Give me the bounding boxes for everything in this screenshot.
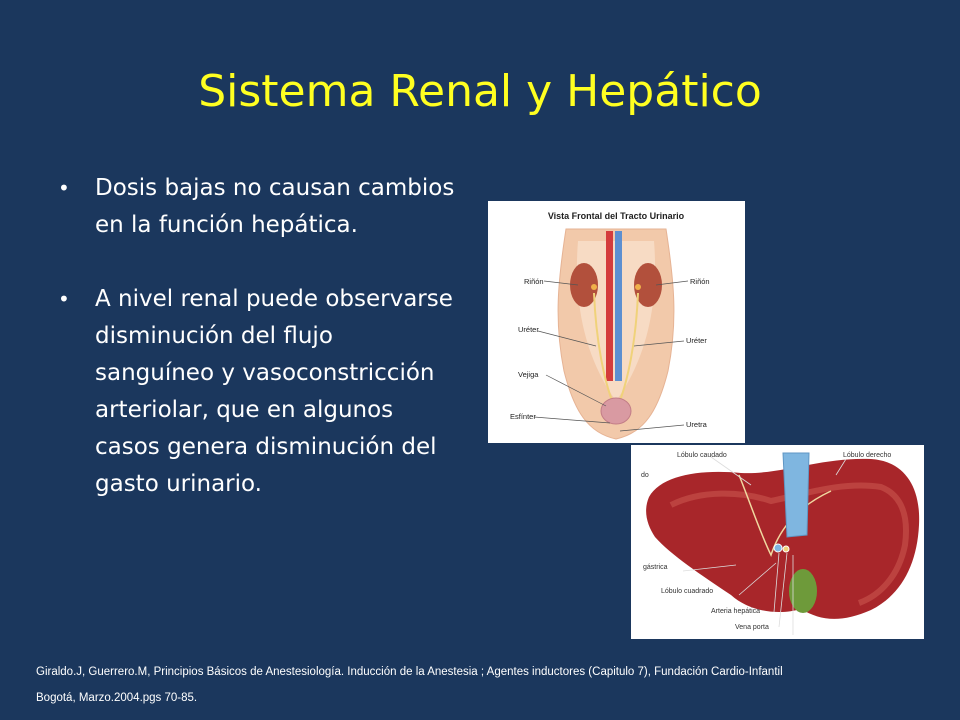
bullet-text: A nivel renal puede observarse disminución del flujo sanguíneo y vasoconstricción arteriolar, que en algunos casos genera disminución del gasto urinario. xyxy=(95,286,453,497)
label-lobulo-derecho: Lóbulo derecho xyxy=(843,452,892,459)
label-ureter-left: Uréter xyxy=(518,325,539,334)
label-vena-porta: Vena porta xyxy=(735,624,769,631)
bullet-item xyxy=(58,170,458,244)
bullet-list xyxy=(58,170,458,540)
label-rinon-left: Riñón xyxy=(524,277,544,286)
citation-line: Giraldo.J, Guerrero.M, Principios Básicos de Anestesiología. Inducción de la Anestesia ; Agentes inductores (Capitulo 7), Fundación Cardio-Infantil xyxy=(36,666,783,678)
label-esfinter: Esfínter xyxy=(510,412,536,421)
urinary-tract-figure xyxy=(488,201,745,443)
urinary-figure-heading: Vista Frontal del Tracto Urinario xyxy=(547,211,685,221)
label-vejiga: Vejiga xyxy=(518,370,539,379)
liver-figure xyxy=(631,445,924,639)
bullet-symbol: • xyxy=(58,287,70,311)
citation-line: Bogotá, Marzo.2004.pgs 70-85. xyxy=(36,692,198,704)
urinary-tract-illustration xyxy=(488,201,745,443)
bullet-item xyxy=(58,281,458,503)
label-uretra: Uretra xyxy=(686,420,707,429)
label-gastrica: gástrica xyxy=(643,564,668,571)
slide-title: Sistema Renal y Hepático xyxy=(198,66,762,117)
label-rinon-right: Riñón xyxy=(690,277,710,286)
label-do: do xyxy=(641,472,649,479)
bullet-symbol: • xyxy=(58,176,70,200)
label-lobulo-caudado: Lóbulo caudado xyxy=(677,452,727,459)
label-arteria-hepatica: Arteria hepática xyxy=(711,608,761,615)
label-lobulo-cuadrado: Lóbulo cuadrado xyxy=(661,588,714,595)
label-ureter-right: Uréter xyxy=(686,336,707,345)
bullet-text: Dosis bajas no causan cambios en la función hepática. xyxy=(95,175,455,238)
liver-illustration xyxy=(631,445,924,639)
citation-footer xyxy=(36,659,936,711)
